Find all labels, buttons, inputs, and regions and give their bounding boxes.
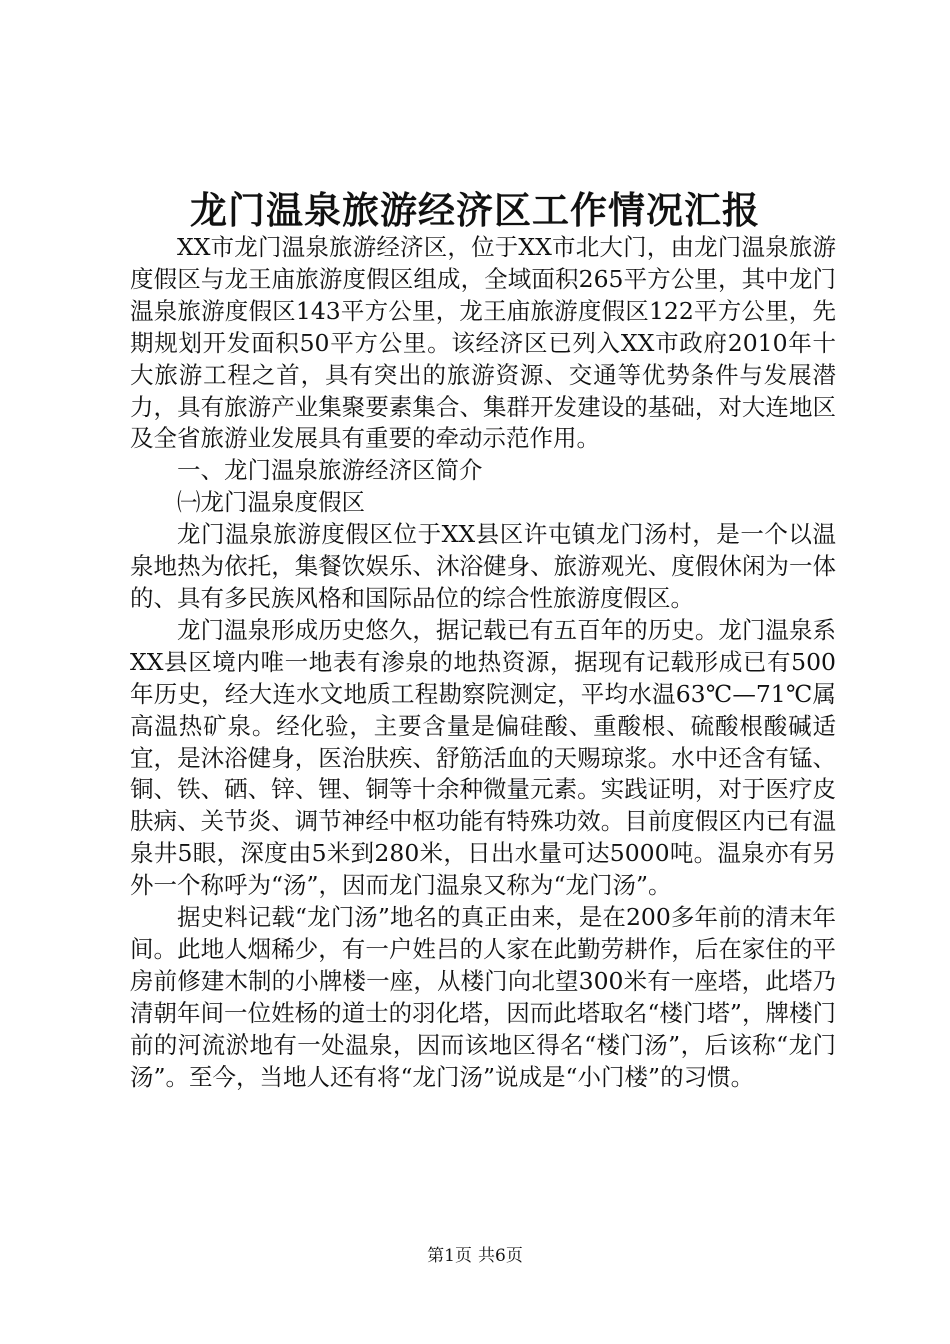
paragraph-intro: XX市龙门温泉旅游经济区，位于XX市北大门，由龙门温泉旅游度假区与龙王庙旅游度假区组成，全域面积265平方公里，其中龙门温泉旅游度假区143平方公里，龙王庙旅游度假区122平方公里，先期规划开发面积50平方公里。该经济区已列入XX市政府2010年十大旅游工程之首，具有突出的旅游资源、交通等优势条件与发展潜力，具有旅游产业集聚要素集合、集群开发建设的基础，对大连地区及全省旅游业发展具有重要的牵动示范作用。 — [130, 233, 836, 453]
page-number: 第1页 — [427, 1246, 472, 1266]
document-title: 龙门温泉旅游经济区工作情况汇报 — [190, 188, 760, 232]
paragraph-resort: 龙门温泉旅游度假区位于XX县区许屯镇龙门汤村，是一个以温泉地热为依托，集餐饮娱乐、沐浴健身、旅游观光、度假休闲为一体的、具有多民族风格和国际品位的综合性旅游度假区。 — [130, 520, 836, 612]
page-footer — [0, 1244, 950, 1268]
page-total: 共6页 — [478, 1246, 523, 1266]
paragraph-hot-spring-history: 龙门温泉形成历史悠久，据记载已有五百年的历史。龙门温泉系XX县区境内唯一地表有渗泉的地热资源，据现有记载形成已有500年历史，经大连水文地质工程勘察院测定，平均水温63℃—71℃属高温热矿泉。经化验，主要含量是偏硅酸、重酸根、硫酸根酸碱适宜，是沐浴健身，医治肤疾、舒筋活血的天赐琼浆。水中还含有锰、铜、铁、硒、锌、锂、铜等十余种微量元素。实践证明，对于医疗皮肤病、关节炎、调节神经中枢功能有特殊功效。目前度假区内已有温泉井5眼，深度由5米到280米，日出水量可达5000吨。温泉亦有另外一个称呼为“汤”，因而龙门温泉又称为“龙门汤”。 — [130, 615, 836, 900]
paragraph-name-origin: 据史料记载“龙门汤”地名的真正由来，是在200多年前的清末年间。此地人烟稀少，有一户姓吕的人家在此勤劳耕作，后在家住的平房前修建木制的小牌楼一座，从楼门向北望300米有一座塔，此塔乃清朝年间一位姓杨的道士的羽化塔，因而此塔取名“楼门塔”，牌楼门前的河流淤地有一处温泉，因而该地区得名“楼门汤”，后该称“龙门汤”。至今，当地人还有将“龙门汤”说成是“小门楼”的习惯。 — [130, 903, 836, 1091]
subsection-heading-1: ㈠龙门温泉度假区 — [177, 488, 365, 517]
document-body — [130, 232, 836, 1093]
section-heading-1: 一、龙门温泉旅游经济区简介 — [177, 456, 483, 485]
